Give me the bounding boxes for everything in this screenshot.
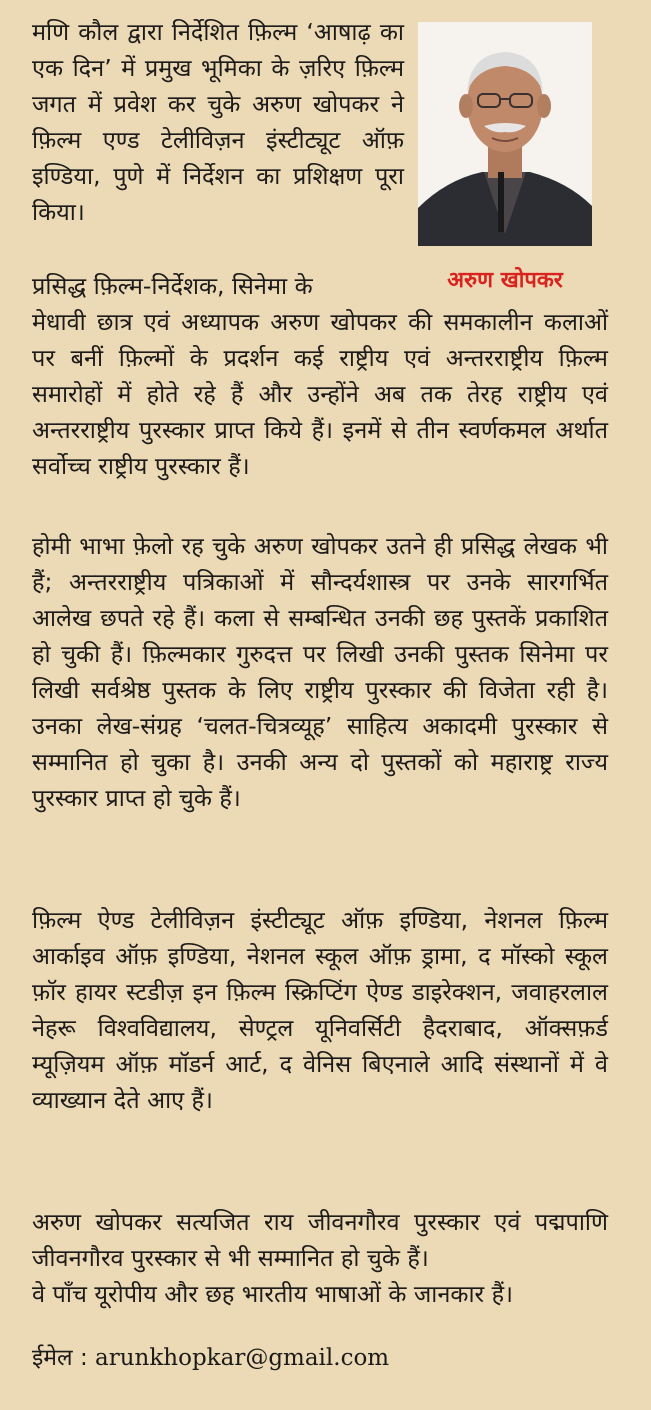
bio-paragraph-3: होमी भाभा फ़ेलो रह चुके अरुण खोपकर उतने ही प्रसिद्ध लेखक भी हैं; अन्तरराष्ट्रीय पत्रिकाओं में सौन्दर्यशास्त्र पर उनके सारगर्भित आलेख छपते रहे हैं। कला से सम्बन्धित उनकी छह पुस्तकें प्रकाशित हो चुकी हैं। फ़िल्मकार गुरुदत्त पर लिखी उनकी पुस्तक सिनेमा पर लिखी सर्वश्रेष्ठ पुस्तक के लिए राष्ट्रीय पुरस्कार की विजेता रही है। उनका लेख-संग्रह ‘चलत-चित्रव्यूह’ साहित्य अकादमी पुरस्कार से सम्मानित हो चुका है। उनकी अन्य दो पुस्तकों को महाराष्ट्र राज्य पुरस्कार प्राप्त हो चुके हैं।: [32, 532, 608, 812]
email-label: ईमेल :: [32, 1345, 96, 1371]
photo-caption: अरुण खोपकर: [447, 268, 563, 293]
bio-paragraph-5: अरुण खोपकर सत्यजित राय जीवनगौरव पुरस्कार एवं पद्मपाणि जीवनगौरव पुरस्कार से भी सम्मानित हो चुके हैं।: [32, 1208, 608, 1272]
bio-paragraph-2-first-line: प्रसिद्ध फ़िल्म-निर्देशक, सिनेमा के: [32, 272, 313, 300]
bio-paragraph-2: [32, 268, 608, 484]
author-photo: [418, 22, 592, 246]
bio-paragraph-2-rest: मेधावी छात्र एवं अध्यापक अरुण खोपकर की समकालीन कलाओं पर बनीं फ़िल्मों के प्रदर्शन कई राष्ट्रीय एवं अन्तरराष्ट्रीय फ़िल्म समारोहों में होते रहे हैं और उन्होंने अब तक तेरह राष्ट्रीय एवं अन्तरराष्ट्रीय पुरस्कार प्राप्त किये हैं। इनमें से तीन स्वर्णकमल अर्थात सर्वोच्च राष्ट्रीय पुरस्कार हैं।: [32, 308, 608, 480]
portrait-photo-icon: [418, 22, 592, 246]
bio-paragraph-1: मणि कौल द्वारा निर्देशित फ़िल्म ‘आषाढ़ का एक दिन’ में प्रमुख भूमिका के ज़रिए फ़िल्म जगत में प्रवेश कर चुके अरुण खोपकर ने फ़िल्म एण्ड टेलीविज़न इंस्टीट्यूट ऑफ़ इण्डिया, पुणे में निर्देशन का प्रशिक्षण पूरा किया।: [32, 18, 404, 226]
bio-paragraph-6: वे पाँच यूरोपीय और छह भारतीय भाषाओं के जानकार हैं।: [32, 1280, 514, 1308]
bio-paragraph-4: फ़िल्म ऐण्ड टेलीविज़न इंस्टीट्यूट ऑफ़ इण्डिया, नेशनल फ़िल्म आर्काइव ऑफ़ इण्डिया, नेशनल स्कूल ऑफ़ ड्रामा, द मॉस्को स्कूल फ़ॉर हायर स्टडीज़ इन फ़िल्म स्क्रिप्टिंग ऐण्ड डाइरेक्शन, जवाहरलाल नेहरू विश्वविद्यालय, सेण्ट्रल यूनिवर्सिटी हैदराबाद, ऑक्सफ़र्ड म्यूज़ियम ऑफ़ मॉडर्न आर्ट, द वेनिस बिएनाले आदि संस्थानों में वे व्याख्यान देते आए हैं।: [32, 906, 608, 1114]
email-address: arunkhopkar@gmail.com: [95, 1345, 390, 1371]
contact-line: [32, 1340, 608, 1376]
